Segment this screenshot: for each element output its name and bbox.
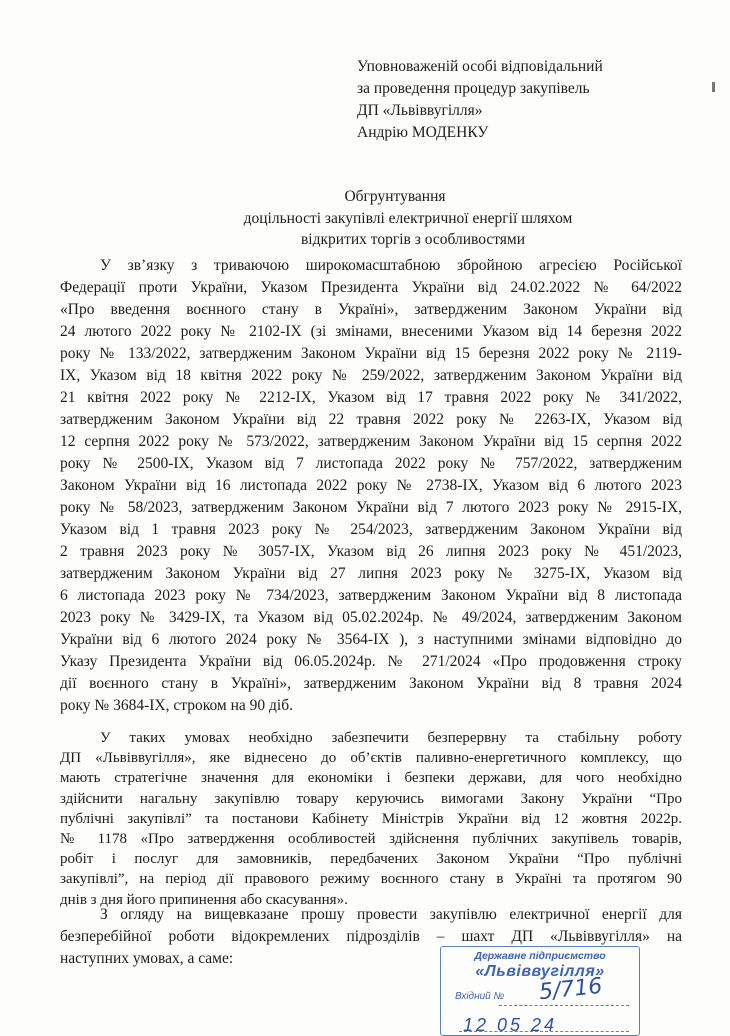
paragraph-line: публічні закупівлі” та постанови Кабінету Міністрів України від 12 жовтня 2022р. [60,810,682,827]
paragraph-justification [60,728,682,910]
paragraph-line: 12 серпня 2022 року № 573/2022, затвердженим Законом України від 15 серпня 2022 [60,433,682,450]
registration-stamp [440,946,640,1036]
paragraph-line: 2023 року № 3429-ІХ, та Указом від 05.02.2024р. № 49/2024, затвердженим Законом [60,609,682,626]
title-line: Обгрунтування [344,188,446,205]
stamp-date: 12 05 24 [463,1015,558,1035]
addressee-block [357,56,603,144]
paragraph-line: У зв’язку з триваючою широкомасштабною збройною агресією Російської [100,257,682,274]
paragraph-line: 2 травня 2023 року № 3057-ІХ, Указом від 26 липня 2023 року № 451/2023, [60,543,682,560]
title-line: відкритих торгів з особливостями [300,231,526,248]
stamp-divider [459,1031,629,1032]
paragraph-line: затвердженим Законом України від 27 липня 2023 року № 3275-ІХ, Указом від [60,565,682,582]
paragraph-line: року № 133/2022, затвердженим Законом України від 15 березня 2022 року № 2119- [60,345,682,362]
paragraph-line: здійснити нагальну закупівлю товару керуючись вимогами Закону України “Про [60,790,682,807]
stamp-incoming-number: 5/716 [537,973,604,1006]
paragraph-line: Федерації проти України, Указом Президента України від 24.02.2022 № 64/2022 [60,279,682,296]
paragraph-line: України від 6 лютого 2024 року № 3564-ІХ ), з наступними змінами відповідно до [60,631,682,648]
paragraph-line: днів з дня його припинення або скасування». [60,891,348,908]
paragraph-line: дії воєнного стану в Україні», затвердженим Законом України від 8 травня 2024 [60,675,682,692]
paragraph-line: ДП «Львіввугілля», яке віднесено до об’єктів паливно-енергетичного комплексу, що [60,750,682,767]
paragraph-line: року № 3684-ІХ, строком на 90 діб. [60,697,293,714]
stamp-name-line: «Львіввугілля» [475,963,605,980]
stamp-incoming-label: Вхідний № [455,991,505,1002]
paragraph-line: закупівлі”, на період дії правового режиму воєнного стану в Україні та протягом 90 [60,871,682,888]
title-line: доцільності закупівлі електричної енергії шляхом [243,209,573,227]
paragraph-line: У таких умовах необхідно забезпечити безперервну та стабільну роботу [100,730,682,746]
paragraph-line: року № 2500-ІХ, Указом від 7 листопада 2022 року № 757/2022, затвердженим [60,455,682,472]
paragraph-line: Указом від 1 травня 2023 року № 254/2023, затвердженим Законом України від [60,521,682,538]
addressee-name: Андрію МОДЕНКУ [357,124,489,141]
paragraph-line: року № 58/2023, затвердженим Законом України від 7 лютого 2023 року № 2915-ІХ, [60,499,682,516]
paragraph-line: 24 лютого 2022 року № 2102-ІХ (зі змінами, внесеними Указом від 14 березня 2022 [60,323,682,340]
stamp-divider [499,1005,629,1006]
stamp-org-line: Державне підприємство [474,950,606,962]
scan-edge-mark [712,82,715,92]
paragraph-line: Указу Президента України від 06.05.2024р. № 271/2024 «Про продовження строку [60,653,682,670]
addressee-line: Уповноваженій особі відповідальний [357,58,603,75]
paragraph-line: наступних умовах, а саме: [60,950,234,967]
paragraph-line: мають стратегічне значення для економіки і безпеки держави, для чого необхідно [60,770,682,787]
paragraph-martial-law [60,255,682,717]
paragraph-line: затвердженим Законом України від 22 травня 2022 року № 2263-ІХ, Указом від [60,411,682,428]
paragraph-line: ІХ, Указом від 18 квітня 2022 року № 259/2022, затвердженим Законом України від [60,367,682,384]
paragraph-line: 6 листопада 2023 року № 734/2023, затвердженим Законом України від 8 листопада [60,587,682,604]
document-title [0,186,730,251]
addressee-line: за проведення процедур закупівель [357,80,590,97]
paragraph-line: З огляду на вищевказане прошу провести закупівлю електричної енергії для [100,906,682,923]
paragraph-line: Законом України від 16 листопада 2022 року № 2738-ІХ, Указом від 6 лютого 2023 [60,477,682,494]
paragraph-line: робіт і послуг для замовників, передбачених Законом України “Про публічні [60,851,682,868]
addressee-line: ДП «Львіввугілля» [357,102,483,119]
paragraph-line: «Про введення воєнного стану в Україні», затвердженим Законом України від [60,301,682,318]
paragraph-line: безперебійної роботи відокремлених підрозділів – шахт ДП «Львіввугілля» на [60,928,682,945]
paragraph-line: 21 квітня 2022 року № 2212-ІХ, Указом від 17 травня 2022 року № 341/2022, [60,389,682,406]
paragraph-line: № 1178 «Про затвердження особливостей здійснення публічних закупівель товарів, [60,831,682,848]
